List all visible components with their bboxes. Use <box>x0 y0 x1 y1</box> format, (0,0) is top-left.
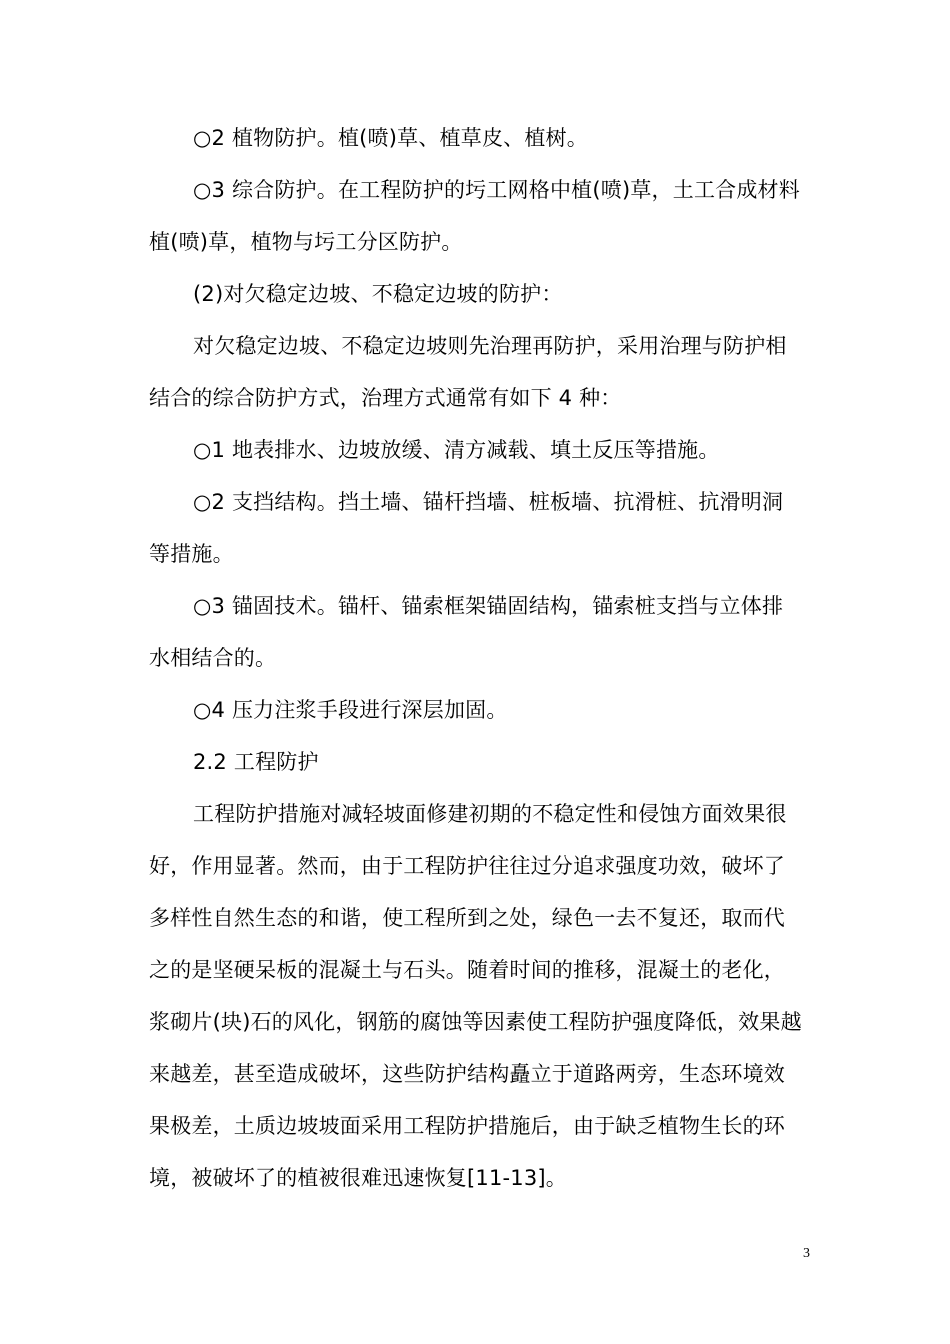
paragraph-pressure-grouting: ○4 压力注浆手段进行深层加固。 <box>193 698 508 722</box>
paragraph-surface-drainage: ○1 地表排水、边坡放缓、清方减载、填土反压等措施。 <box>193 438 720 462</box>
paragraph-plant-protection: ○2 植物防护。植(喷)草、植草皮、植树。 <box>193 126 588 150</box>
paragraph-unstable-slope-heading: (2)对欠稳定边坡、不稳定边坡的防护： <box>193 282 563 306</box>
body-text <box>149 112 804 1204</box>
paragraph-anchoring-technology: ○3 锚固技术。锚杆、锚索框架锚固结构，锚索桩支挡与立体排水相结合的。 <box>149 594 784 670</box>
paragraph-combined-protection: ○3 综合防护。在工程防护的圬工网格中植(喷)草，土工合成材料植(喷)草，植物与圬工分区防护。 <box>149 178 800 254</box>
section-heading-engineering-protection: 2.2 工程防护 <box>193 750 319 774</box>
paragraph-engineering-protection-body: 工程防护措施对减轻坡面修建初期的不稳定性和侵蚀方面效果很好，作用显著。然而，由于工程防护往往过分追求强度功效，破坏了多样性自然生态的和谐，使工程所到之处，绿色一去不复还，取而代之的是坚硬呆板的混凝土与石头。随着时间的推移，混凝土的老化，浆砌片(块)石的风化，钢筋的腐蚀等因素使工程防护强度降低，效果越来越差，甚至造成破坏，这些防护结构矗立于道路两旁，生态环境效果极差，土质边坡坡面采用工程防护措施后，由于缺乏植物生长的环境，被破坏了的植被很难迅速恢复[11-13]。 <box>149 802 802 1190</box>
paragraph-retaining-structure: ○2 支挡结构。挡土墙、锚杆挡墙、桩板墙、抗滑桩、抗滑明洞等措施。 <box>149 490 784 566</box>
page-number: 3 <box>803 1246 810 1261</box>
paragraph-treatment-methods: 对欠稳定边坡、不稳定边坡则先治理再防护，采用治理与防护相结合的综合防护方式，治理方式通常有如下 4 种： <box>149 334 787 410</box>
